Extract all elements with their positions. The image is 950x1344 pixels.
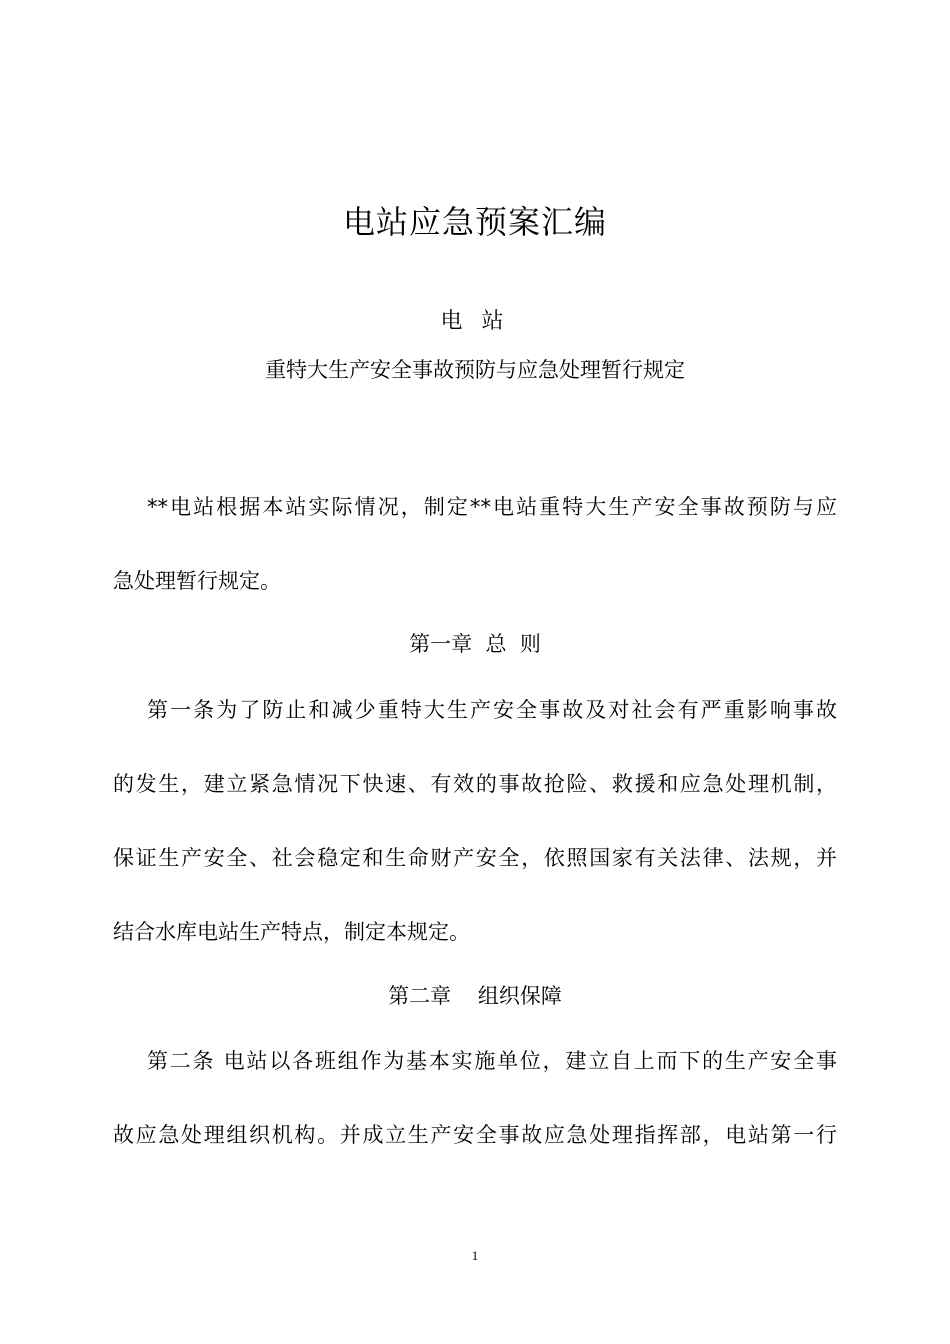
article-1-line-4: 结合水库电站生产特点，制定本规定。 <box>113 920 470 944</box>
article-1-line-2: 的发生，建立紧急情况下快速、有效的事故抢险、救援和应急处理机制， <box>113 772 837 796</box>
chapter-1-heading: 第一章 总 则 <box>409 632 541 656</box>
intro-line-1: **电站根据本站实际情况，制定**电站重特大生产安全事故预防与应 <box>147 495 837 519</box>
article-1-line-1: 第一条为了防止和减少重特大生产安全事故及对社会有严重影响事故 <box>147 698 837 722</box>
document-subtitle-org: 电 站 <box>440 309 510 334</box>
page-number: 1 <box>471 1248 479 1263</box>
article-2-line-2: 故应急处理组织机构。并成立生产安全事故应急处理指挥部，电站第一行 <box>113 1123 837 1147</box>
article-1-line-3: 保证生产安全、社会稳定和生命财产安全，依照国家有关法律、法规，并 <box>113 846 837 870</box>
article-2-line-1: 第二条 电站以各班组作为基本实施单位，建立自上而下的生产安全事 <box>147 1049 837 1073</box>
document-title: 电站应急预案汇编 <box>342 203 607 241</box>
intro-line-2: 急处理暂行规定。 <box>113 569 281 593</box>
document-subtitle-rule: 重特大生产安全事故预防与应急处理暂行规定 <box>265 358 685 382</box>
chapter-2-heading: 第二章 组织保障 <box>388 984 562 1008</box>
